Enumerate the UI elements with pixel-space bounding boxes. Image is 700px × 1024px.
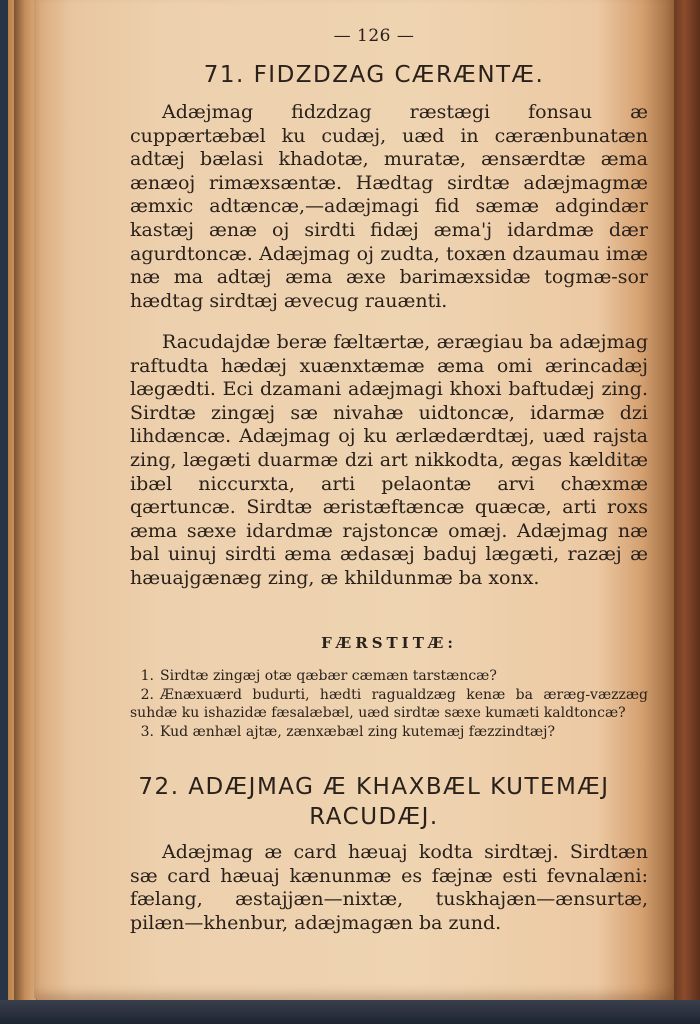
question-item [130, 723, 648, 742]
questions-title: FÆRSTITÆ: [321, 634, 457, 652]
section-71-paragraph-2 [130, 331, 648, 591]
question-item [130, 686, 648, 723]
section-72-heading-line-1: 72. ADÆJMAG Æ KHAXBÆL KUTEMÆJ [138, 774, 610, 800]
book-bottom-edge [0, 1000, 700, 1024]
questions-list [130, 667, 648, 741]
section-72-heading-line-2: RACUDÆJ. [309, 804, 439, 830]
question-number: 3. [140, 723, 154, 740]
paragraph-text: Racudajdæ beræ fæltærtæ, ærægiau ba adæjmag raftudta hædæj xuænxtæmæ æma omi ærincadæj lægædti. Eci dzamani adæjmagi khoxi baftudæj zing. Sirdtæ zingæj sæ nivahæ uidtoncæ, idarmæ dzi lihdæncæ. Adæjmag oj ku ærlædærdtæj, uæd rajsta zing, lægæti duarmæ dzi art nikkodta, ægas kælditæ ibæl niccurxta, arti pelaontæ arvi chæxmæ qærtuncæ. Sirdtæ æristæftæncæ quæcæ, arti roxs æma sæxe idardmæ rajstoncæ omæj. Adæjmag næ bal uinuj sirdti æma ædasæj baduj lægæti, razæj æ hæuajgænæg zing, æ khildunmæ ba xonx. [130, 331, 648, 589]
page-number: — 126 — [333, 26, 415, 46]
section-72-heading [96, 772, 652, 832]
page-left-edge [14, 0, 36, 1000]
paragraph-text: Adæjmag fidzdzag ræstægi fonsau æ cuppærtæbæl ku cudæj, uæd in cærænbunatæn adtæj bælasi khadotæ, muratæ, ænsærdtæ æma ænæoj rimæxsæntæ. Hædtag sirdtæ adæjmagmæ æmxic adtæncæ,—adæjmagi fid sæmæ adgindær kastæj ænæ oj sirdti fidæj æma'j idardmæ dær agurdtoncæ. Adæjmag oj zudta, toxæn dzaumau imæ næ ma adtæj æma æxe barimæxsidæ togmæ-sor hædtag sirdtæj ævecug rauænti. [130, 101, 648, 312]
book-spine [674, 0, 700, 1024]
question-number: 2. [140, 686, 154, 703]
question-text: Ænæxuærd budurti, hædti ragualdzæg kenæ ba æræg-væzzæg suhdæ ku ishazidæ fæsalæbæl, uæd sirdtæ sæxe kumæti kaldtoncæ? [130, 686, 648, 722]
section-72-paragraph [130, 841, 648, 935]
question-number: 1. [140, 668, 154, 684]
question-text: Kud ænhæl ajtæ, zænxæbæl zing kutemæj fæzzindtæj? [160, 723, 555, 740]
paragraph-text: Adæjmag æ card hæuaj kodta sirdtæj. Sirdtæn sæ card hæuaj kænunmæ es fæjnæ esti fevnalæni: fælang, æstajjæn—nixtæ, tuskhajæn—ænsurtæ, pilæn—khenbur, adæjmagæn ba zund. [130, 841, 648, 934]
section-71-heading: 71. FIDZDZAG CÆRÆNTÆ. [203, 62, 545, 88]
question-item [130, 667, 648, 686]
question-text: Sirdtæ zingæj otæ qæbær cæmæn tarstæncæ? [160, 668, 497, 684]
section-71-paragraph-1 [130, 101, 648, 313]
